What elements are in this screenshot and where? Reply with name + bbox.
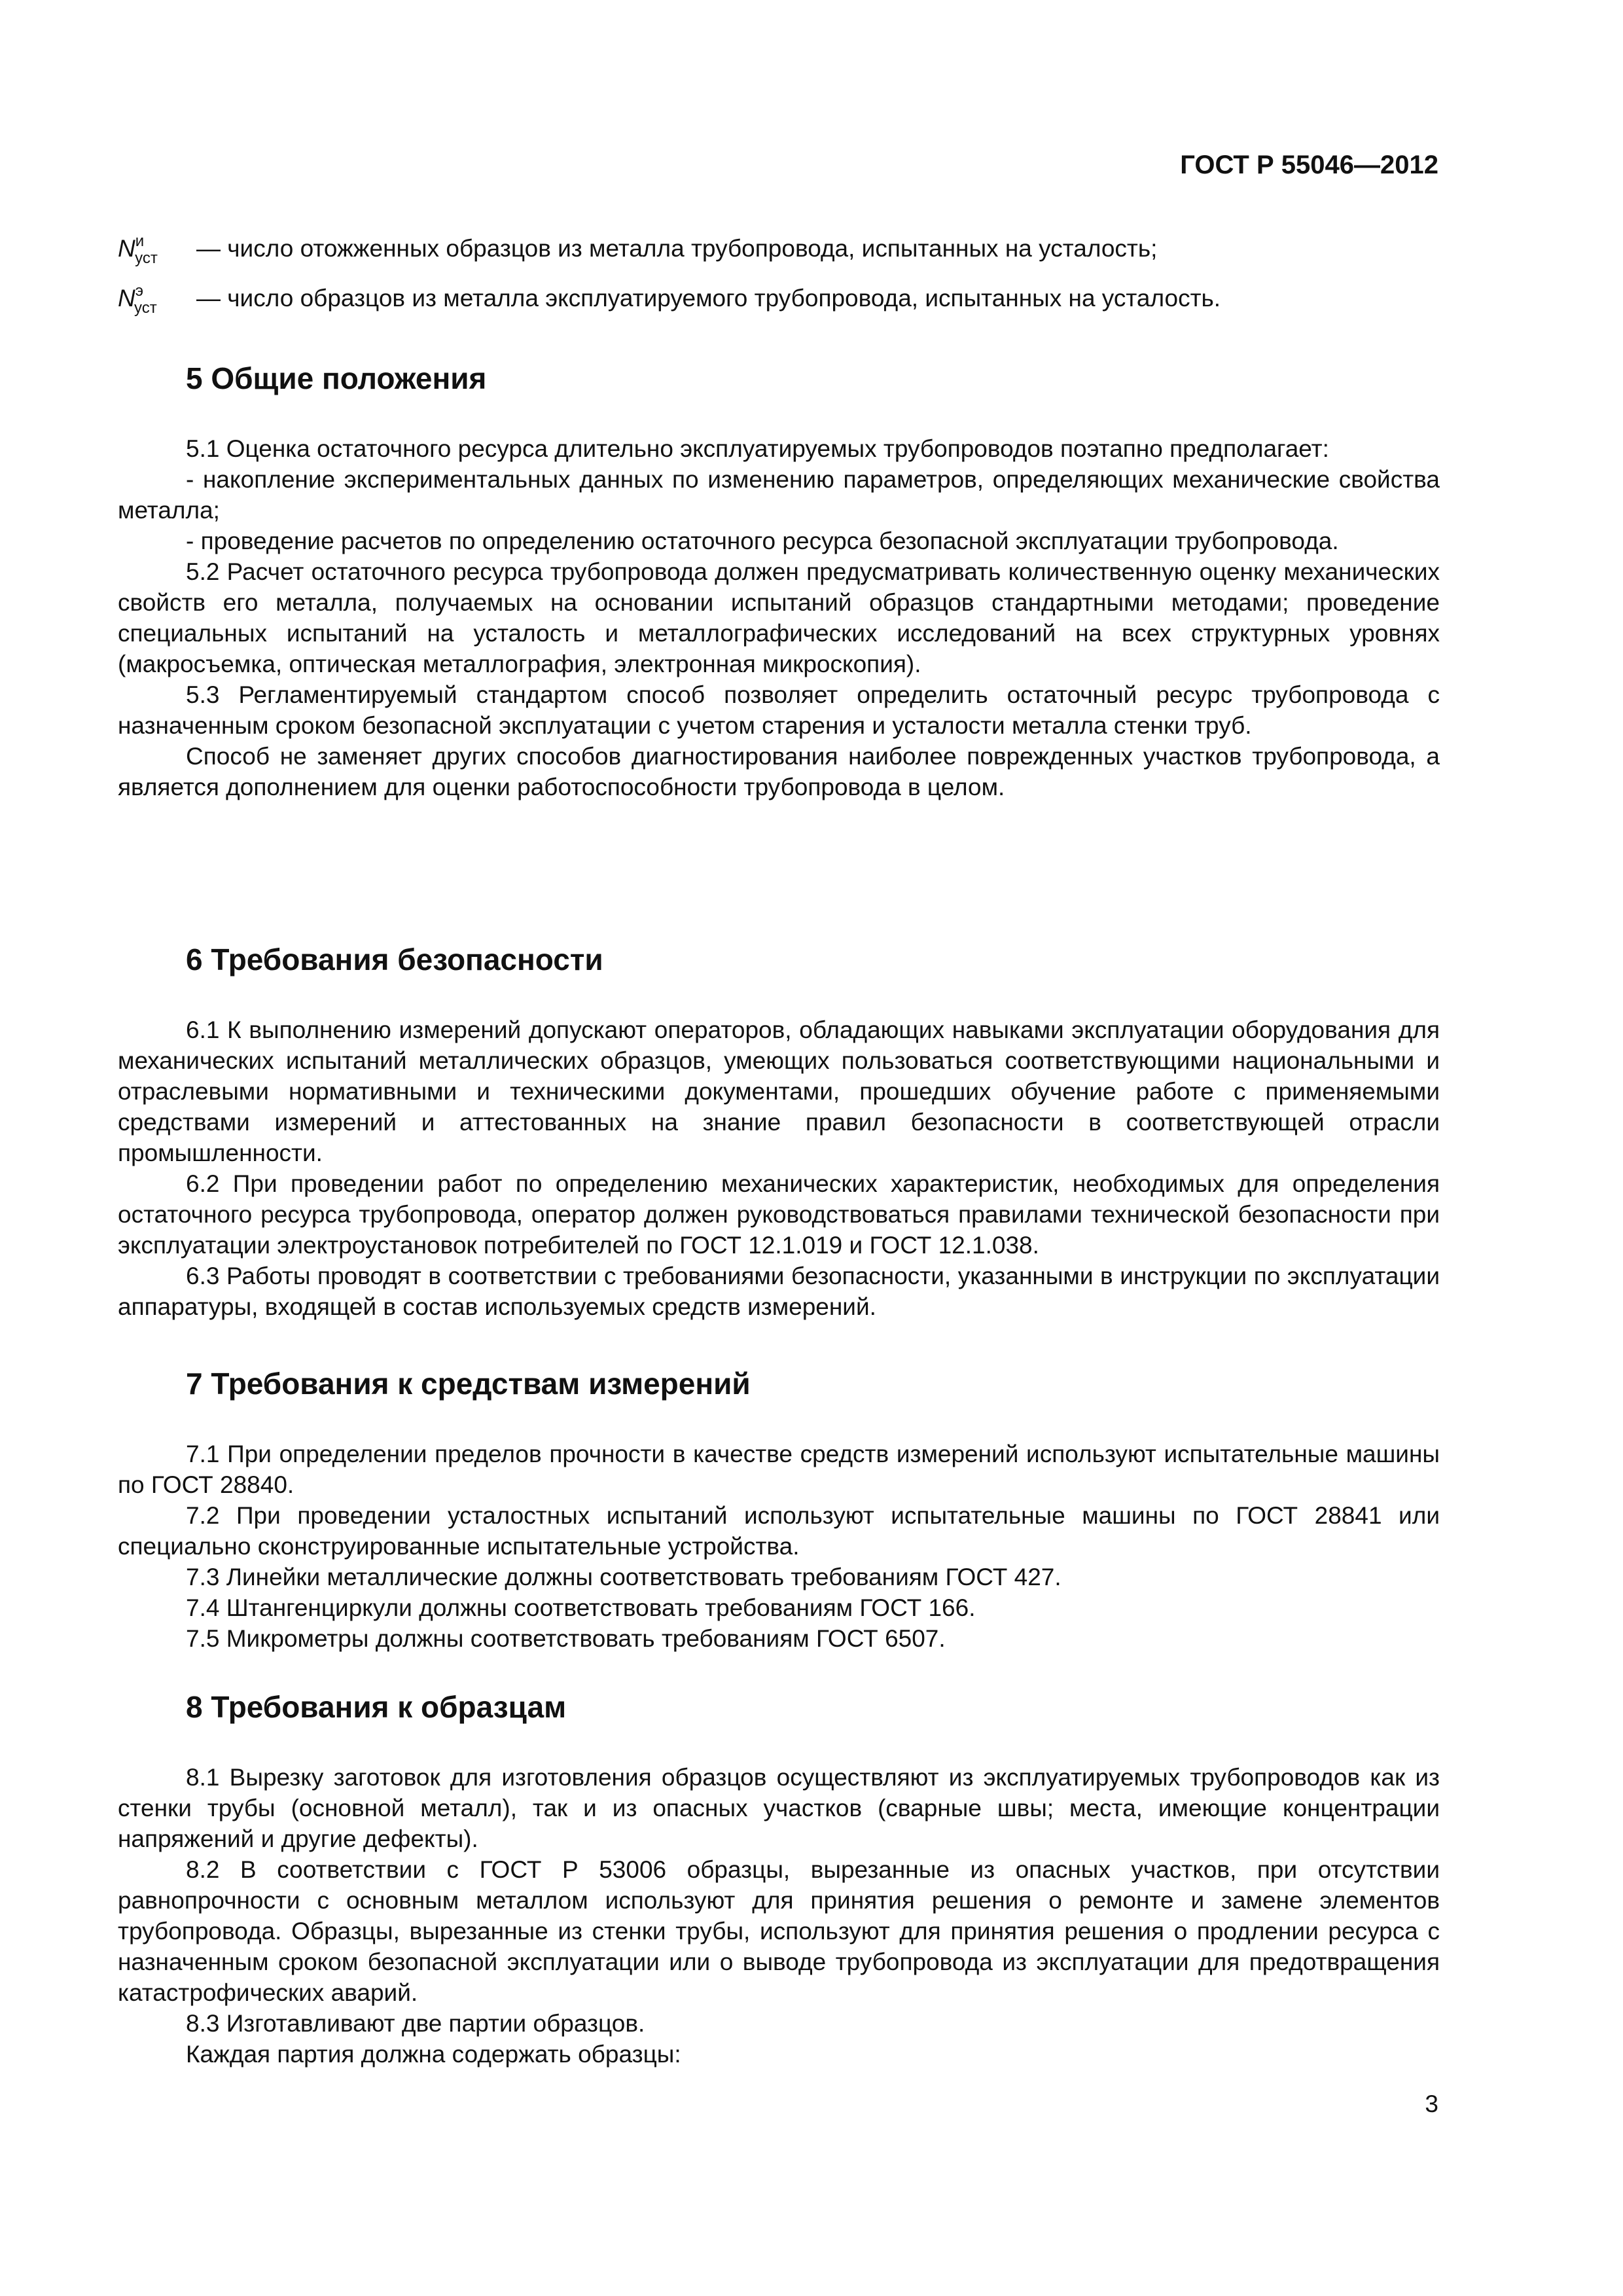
paragraph: 7.3 Линейки металлические должны соответствовать требованиям ГОСТ 427.	[186, 1564, 1061, 1590]
symbol-subscript: уст	[134, 299, 157, 317]
paragraph: 6.3 Работы проводят в соответствии с требованиями безопасности, указанными в инструкции по эксплуатации аппаратуры, входящей в состав используемых средств измерений.	[118, 1263, 1440, 1320]
paragraph: 5.1 Оценка остаточного ресурса длительно эксплуатируемых трубопроводов поэтапно предполагает:	[186, 435, 1329, 462]
symbol-subscript: уст	[135, 249, 158, 267]
symbol-letter: N	[118, 235, 135, 262]
symbol-description: — число образцов из металла эксплуатируемого трубопровода, испытанных на усталость.	[196, 285, 1221, 312]
section-7	[118, 1364, 1440, 1654]
symbol-description: — число отожженных образцов из металла трубопровода, испытанных на усталость;	[196, 235, 1158, 262]
paragraph: - накопление экспериментальных данных по изменению параметров, определяющих механические свойства металла;	[118, 466, 1440, 524]
paragraph: 8.1 Вырезку заготовок для изготовления образцов осуществляют из эксплуатируемых трубопроводов как из стенки трубы (основной металл), так и из опасных участков (сварные швы; места, имеющие концентрации напряжений и другие дефекты).	[118, 1764, 1440, 1852]
paragraph: Способ не заменяет других способов диагностирования наиболее поврежденных участков трубопровода, а является дополнением для оценки работоспособности трубопровода в целом.	[118, 743, 1440, 800]
paragraph: 5.2 Расчет остаточного ресурса трубопровода должен предусматривать количественную оценку механических свойств его металла, получаемых на основании испытаний образцов стандартными методами; проведение специальных испытаний на усталость и металлографических исследований на всех структурных уровнях (макросъемка, оптическая металлография, электронная микроскопия).	[118, 558, 1440, 677]
symbol-superscript: э	[135, 282, 143, 300]
section-5	[118, 359, 1440, 802]
paragraph: Каждая партия должна содержать образцы:	[186, 2041, 681, 2068]
paragraph: 6.1 К выполнению измерений допускают операторов, обладающих навыками эксплуатации оборудования для механических испытаний металлических образцов, умеющих пользоваться соответствующими национальными и отраслевыми нормативными и техническими документами, прошедших обучение работе с применяемыми средствами измерений и аттестованных на знание правил безопасности в соответствующей отрасли промышленности.	[118, 1016, 1440, 1166]
symbol-superscript: и	[135, 232, 145, 250]
section-heading: 7 Требования к средствам измерений	[186, 1367, 751, 1401]
section-heading: 6 Требования безопасности	[186, 942, 603, 977]
symbol-definitions	[118, 224, 1440, 323]
paragraph: 7.1 При определении пределов прочности в качестве средств измерений используют испытательные машины по ГОСТ 28840.	[118, 1441, 1440, 1498]
paragraph: 6.2 При проведении работ по определению механических характеристик, необходимых для определения остаточного ресурса трубопровода, оператор должен руководствоваться правилами технической безопасности при эксплуатации электроустановок потребителей по ГОСТ 12.1.019 и ГОСТ 12.1.038.	[118, 1170, 1440, 1259]
section-heading: 8 Требования к образцам	[186, 1690, 567, 1724]
paragraph: 8.3 Изготавливают две партии образцов.	[186, 2010, 645, 2037]
paragraph: 7.5 Микрометры должны соответствовать требованиям ГОСТ 6507.	[186, 1625, 946, 1652]
symbol-definition	[118, 224, 1440, 274]
section-8	[118, 1687, 1440, 2070]
paragraph: 7.2 При проведении усталостных испытаний используют испытательные машины по ГОСТ 28841 или специально сконструированные испытательные устройства.	[118, 1502, 1440, 1560]
symbol-letter: N	[118, 285, 135, 312]
symbol-notation	[118, 224, 158, 277]
paragraph: 5.3 Регламентируемый стандартом способ позволяет определить остаточный ресурс трубопровода с назначенным сроком безопасной эксплуатации с учетом старения и усталости металла стенки труб.	[118, 681, 1440, 739]
paragraph: - проведение расчетов по определению остаточного ресурса безопасной эксплуатации трубопровода.	[186, 528, 1339, 554]
document-header: ГОСТ Р 55046—2012	[1180, 151, 1438, 179]
section-6	[118, 940, 1440, 1322]
paragraph: 8.2 В соответствии с ГОСТ Р 53006 образцы, вырезанные из опасных участков, при отсутствии равнопрочности с основным металлом используют для принятия решения о ремонте и замене элементов трубопровода. Образцы, вырезанные из стенки трубы, используют для принятия решения о продлении ресурса с назначенным сроком безопасной эксплуатации или о выводе трубопровода из эксплуатации для предотвращения катастрофических аварий.	[118, 1856, 1440, 2006]
page-number: 3	[1425, 2090, 1438, 2117]
symbol-definition	[118, 274, 1440, 323]
symbol-notation	[118, 274, 157, 327]
section-heading: 5 Общие положения	[186, 361, 487, 395]
paragraph: 7.4 Штангенциркули должны соответствовать требованиям ГОСТ 166.	[186, 1594, 976, 1621]
